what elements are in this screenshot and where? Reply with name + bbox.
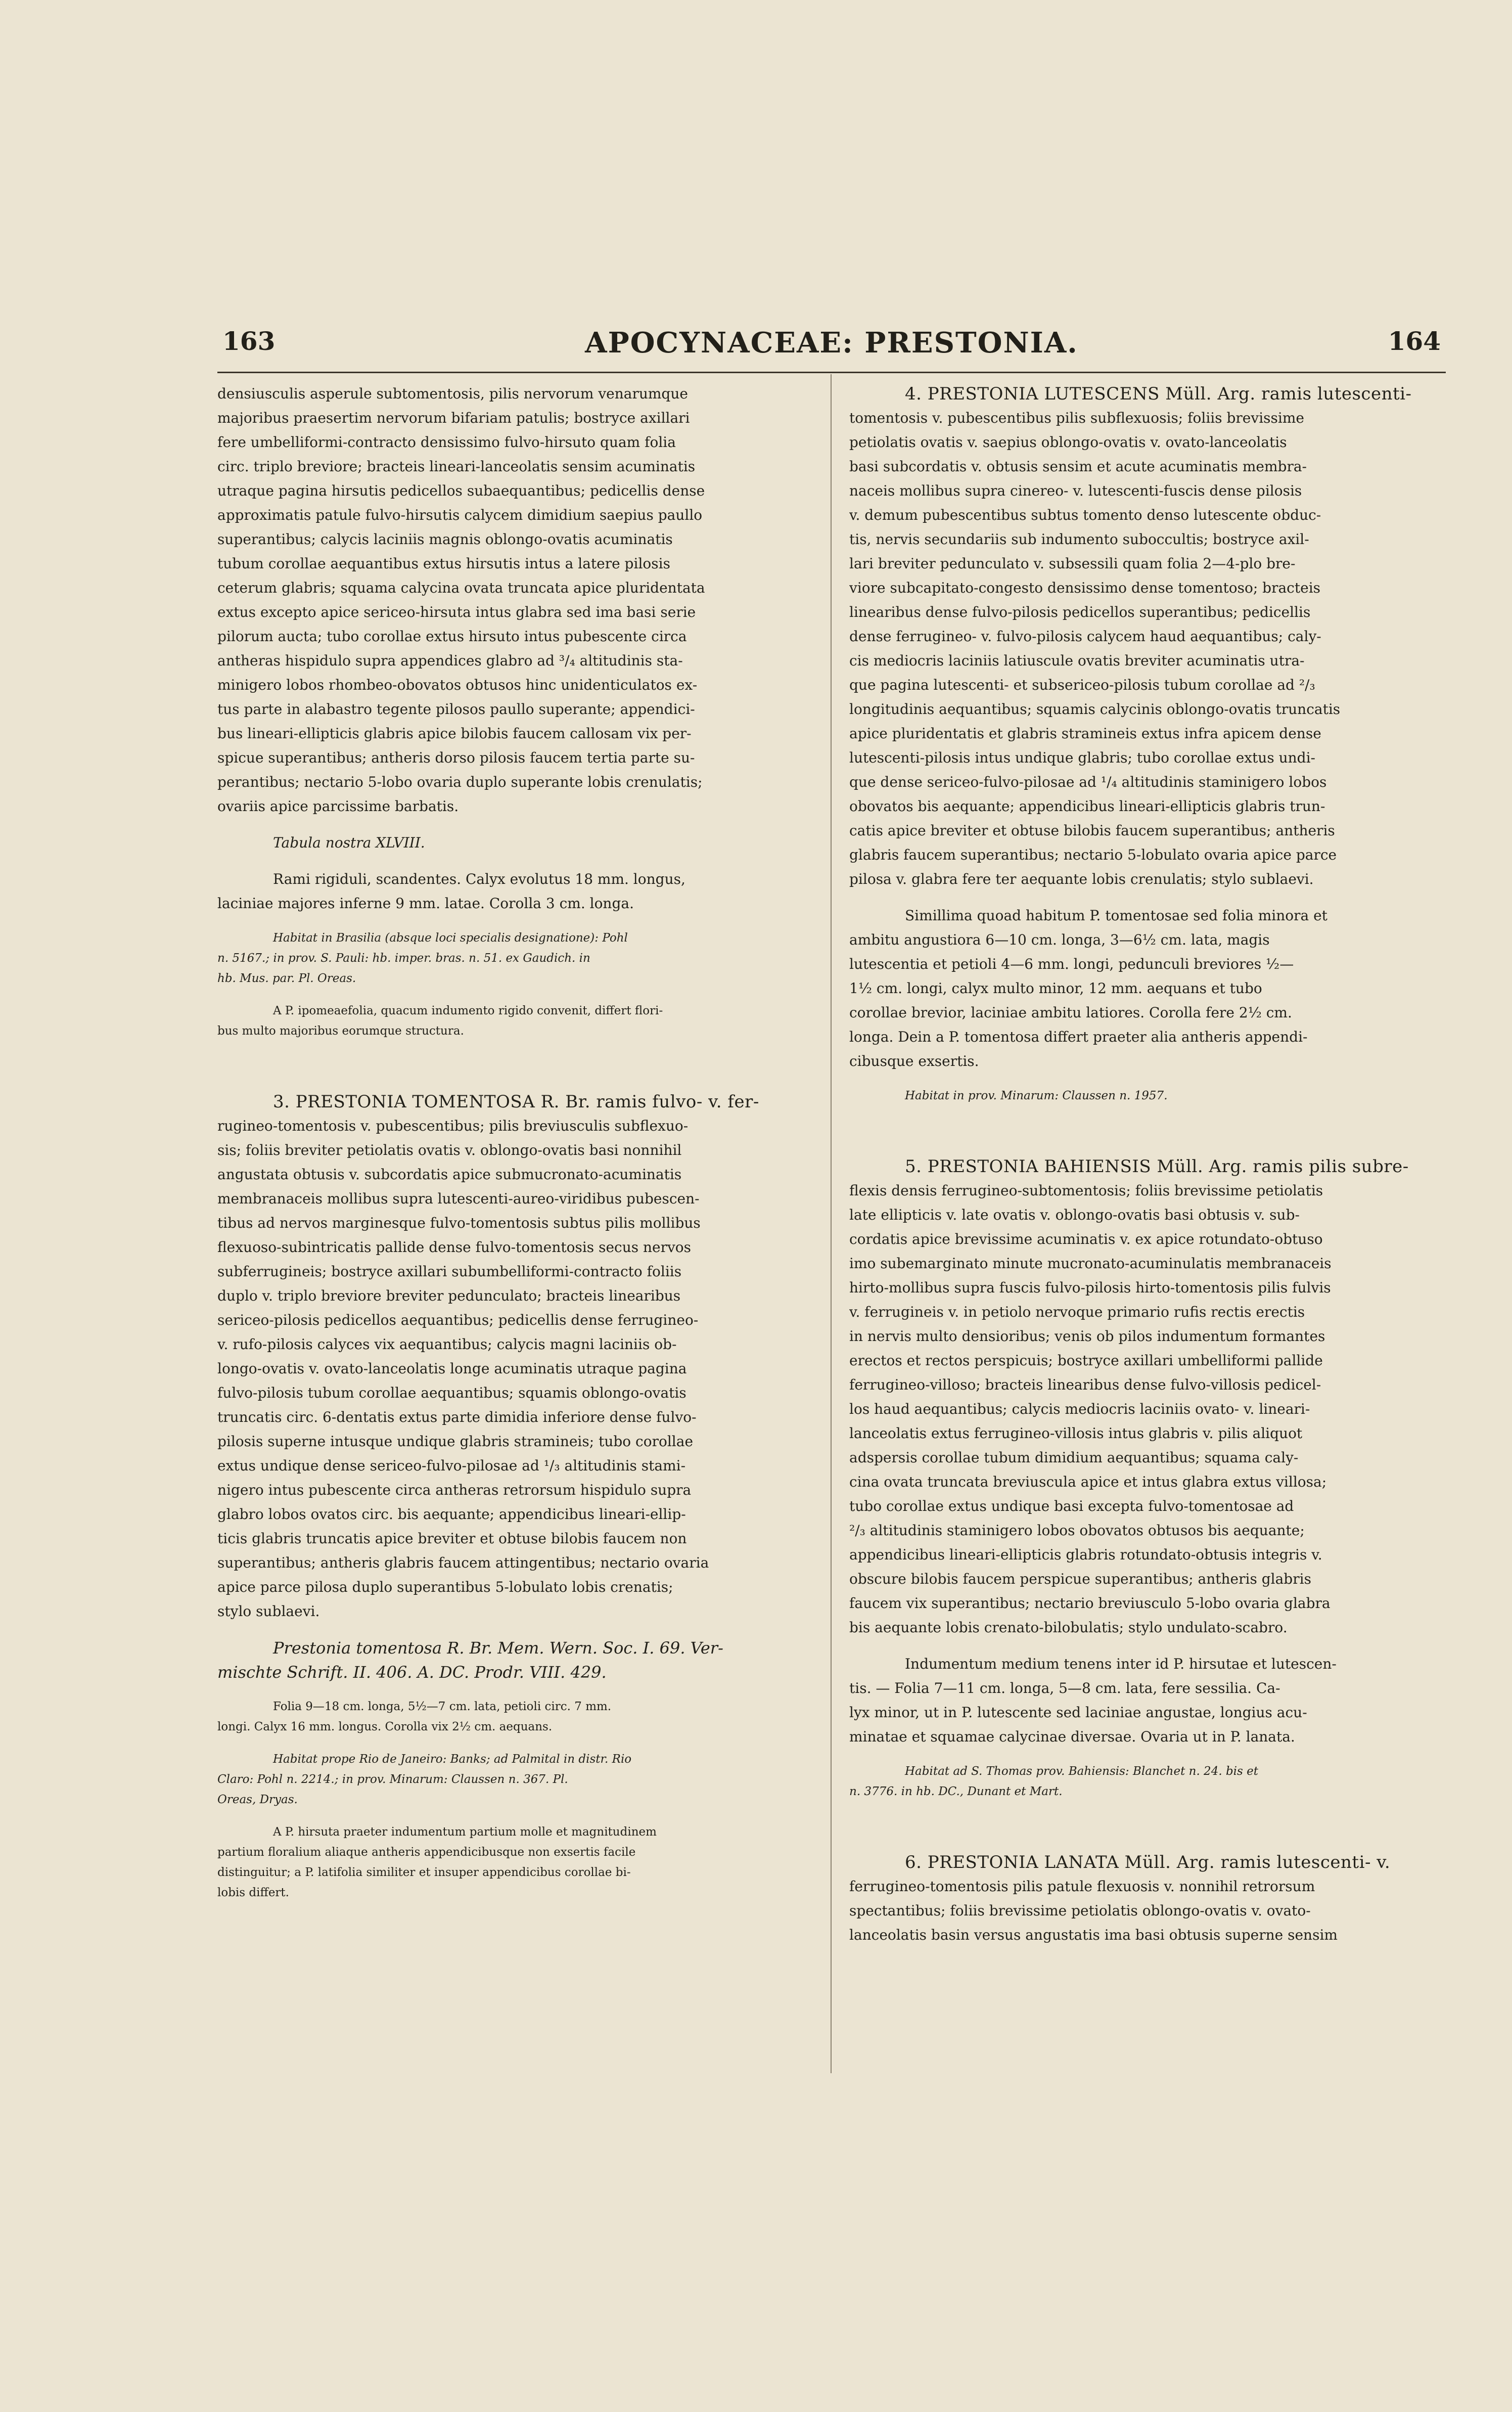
species-heading: 4. PRESTONIA LUTESCENS Müll. Arg. ramis lutescenti- [905,384,1412,404]
right-column [849,382,1446,2101]
measurements-paragraph: Folia 9—18 cm. longa, 5½—7 cm. lata, petioli circ. 7 mm. longi. Calyx 16 mm. longus. Corolla vix 2½ cm. aequans. [217,1700,612,1733]
running-title: APOCYNACEAE: PRESTONIA. [585,326,1078,360]
comparison-paragraph: Indumentum medium tenens inter id P. hirsutae et lutescen- tis. — Folia 7—11 cm. longa, 5—8 cm. lata, fere sessilia. Ca- lyx minor, ut in P. lutescente sed laciniae angustae, longius acu- minatae et squamae calycinae diversae. Ovaria ut in P. lanata. [849,1656,1337,1745]
habitat-paragraph: Habitat in Brasilia (absque loci specialis designatione): Pohl n. 5167.; in prov. S. Pauli: hb. imper. bras. n. 51. ex Gaudich. in hb. Mus. par. Pl. Oreas. [217,931,628,985]
species-description: flexis densis ferrugineo-subtomentosis; foliis brevissime petiolatis late ellipticis v. late ovatis v. oblongo-ovatis basi obtusis v. sub- cordatis apice brevissime acuminatis v. ex apice rotundato-obtuso imo subemarginato minute mucronato-acuminulatis membranaceis hirto-mollibus supra fuscis fulvo-pilosis hirto-tomentosis pilis fulvis v. ferrugineis v. in petiolo nervoque primario rufis rectis erectis in nervis multo densioribus; venis ob pilos indumentum formantes erectos et rectos perspicuis; bostryce axillari umbelliformi pallide ferrugineo-villoso; bracteis linearibus dense fulvo-villosis pedicel- los haud aequantibus; calycis mediocris laciniis ovato- v. lineari- lanceolatis extus ferrugineo-villosis intus glabris v. pilis aliquot adspersis corollae tubum dimidium aequantibus; squama caly- cina ovata truncata breviuscula apice et intus glabra extus villosa; tubo corollae extus undique basi excepta fulvo-tomentosae ad ²/₃ altitudinis staminigero lobos obovatos obtusos bis aequante; appendicibus lineari-ellipticis glabris rotundato-obtusis integris v. obscure bilobis faucem perspicue superantibus; antheris glabris faucem vix superantibus; nectario breviusculo 5-lobo ovaria glabra bis aequante lobis crenato-bilobulatis; stylo undulato-scabro. [849,1182,1332,1636]
running-header [217,326,1446,367]
habitat-paragraph: Habitat in prov. Minarum: Claussen n. 1957. [905,1089,1168,1102]
species-description: rugineo-tomentosis v. pubescentibus; pilis breviusculis subflexuo- sis; foliis breviter petiolatis ovatis v. oblongo-ovatis basi nonnihil angustata obtusis v. subcordatis apice submucronato-acuminatis membranaceis mollibus supra lutescenti-aureo-viridibus pubescen- tibus ad nervos marginesque fulvo-tomentosis subtus pilis mollibus flexuoso-subintricatis pallide dense fulvo-tomentosis secus nervos subferrugineis; bostryce axillari subumbelliformi-contracto foliis duplo v. triplo breviore breviter pedunculato; bracteis linearibus sericeo-pilosis pedicellos aequantibus; pedicellis dense ferrugineo- v. rufo-pilosis calyces vix aequantibus; calycis magni laciniis ob- longo-ovatis v. ovato-lanceolatis longe acuminatis utraque pagina fulvo-pilosis tubum corollae aequantibus; squamis oblongo-ovatis truncatis circ. 6-dentatis extus parte dimidia inferiore dense fulvo- pilosis superne intusque undique glabris stramineis; tubo corollae extus undique dense sericeo-fulvo-pilosae ad ¹/₃ altitudinis stami- nigero intus pubescente circa antheras retrorsum hispidulo supra glabro lobos ovatos circ. bis aequante; appendicibus lineari-ellip- ticis glabris truncatis apice breviter et obtuse bilobis faucem non superantibus; antheris glabris faucem attingentibus; nectario ovaria apice parce pilosa duplo superantibus 5-lobulato lobis crenatis; stylo sublaevi. [217,1118,709,1620]
species-heading: 6. PRESTONIA LANATA Müll. Arg. ramis lutescenti- v. [905,1852,1391,1872]
plate-reference: Tabula nostra XLVIII. [273,834,425,851]
continuation-paragraph: densiusculis asperule subtomentosis, pilis nervorum venarumque majoribus praesertim nervorum bifariam patulis; bostryce axillari fere umbelliformi-contracto densissimo fulvo-hirsuto quam folia circ. triplo breviore; bracteis lineari-lanceolatis sensim acuminatis utraque pagina hirsutis pedicellos subaequantibus; pedicellis dense approximatis patule fulvo-hirsutis calycem dimidium saepius paullo superantibus; calycis laciniis magnis oblongo-ovatis acuminatis tubum corollae aequantibus extus hirsutis intus a latere pilosis ceterum glabris; squama calycina ovata truncata apice pluridentata extus excepto apice sericeo-hirsuta intus glabra sed ima basi serie pilorum aucta; tubo corollae extus hirsuto intus pubescente circa antheras hispidulo supra appendices glabro ad ³/₄ altitudinis sta- minigero lobos rhombeo-obovatos obtusos hinc unidenticulatos ex- tus parte in alabastro tegente pilosos paullo superante; appendici- bus lineari-ellipticis glabris apice bilobis faucem callosam vix per- spicue superantibus; antheris dorso pilosis faucem tertia parte su- perantibus; nectario 5-lobo ovaria duplo superante lobis crenulatis; ovariis apice parcissime barbatis. [217,385,705,815]
species-description: ferrugineo-tomentosis pilis patule flexuosis v. nonnihil retrorsum spectantibus; foliis brevissime petiolatis oblongo-ovatis v. ovato- lanceolatis basin versus angustatis ima basi obtusis superne sensim [849,1878,1338,1943]
column-divider [831,374,832,2073]
note-paragraph: A P. ipomeaefolia, quacum indumento rigido convenit, differt flori- bus multo majoribus eorumque structura. [217,1004,663,1038]
species-description: tomentosis v. pubescentibus pilis subflexuosis; foliis brevissime petiolatis ovatis v. saepius oblongo-ovatis v. ovato-lanceolatis basi subcordatis v. obtusis sensim et acute acuminatis membra- naceis mollibus supra cinereo- v. lutescenti-fuscis dense pilosis v. demum pubescentibus subtus tomento denso lutescente obduc- tis, nervis secundariis sub indumento suboccultis; bostryce axil- lari breviter pedunculato v. subsessili quam folia 2—4-plo bre- viore subcapitato-congesto densissimo dense tomentoso; bracteis linearibus dense fulvo-pilosis pedicellos superantibus; pedicellis dense ferrugineo- v. fulvo-pilosis calycem haud aequantibus; caly- cis mediocris laciniis latiuscule ovatis breviter acuminatis utra- que pagina lutescenti- et subsericeo-pilosis tubum corollae ad ²/₃ longitudinis aequantibus; squamis calycinis oblongo-ovatis truncatis apice pluridentatis et glabris stramineis extus infra apicem dense lutescenti-pilosis intus undique glabris; tubo corollae extus undi- que dense sericeo-fulvo-pilosae ad ¹/₄ altitudinis staminigero lobos obovatos bis aequante; appendicibus lineari-ellipticis glabris trun- catis apice breviter et obtuse bilobis faucem superantibus; antheris glabris faucem superantibus; nectario 5-lobulato ovaria apice parce pilosa v. glabra fere ter aequante lobis crenulatis; stylo sublaevi. [849,410,1341,887]
comparison-paragraph: Simillima quoad habitum P. tomentosae sed folia minora et ambitu angustiora 6—10 cm. longa, 3—6½ cm. lata, magis lutescentia et petioli 4—6 mm. longi, pedunculi breviores ½— 1½ cm. longi, calyx multo minor, 12 mm. aequans et tubo corollae brevior, laciniae ambitu latiores. Corolla fere 2½ cm. longa. Dein a P. tomentosa differt praeter alia antheris appendi- cibusque exsertis. [849,907,1327,1069]
left-column [217,382,814,2101]
note-paragraph: A P. hirsuta praeter indumentum partium molle et magnitudinem partium floralium aliaque antheris appendicibusque non exsertis facile distinguitur; a P. latifolia similiter et insuper appendicibus corollae bi- lobis differt. [217,1825,657,1899]
literature-reference: Prestonia tomentosa R. Br. Mem. Wern. Soc. I. 69. Ver- mischte Schrift. II. 406. A. DC. Prodr. VIII. 429. [217,1638,723,1682]
species-heading: 3. PRESTONIA TOMENTOSA R. Br. ramis fulvo- v. fer- [273,1092,759,1112]
habitat-paragraph: Habitat prope Rio de Janeiro: Banks; ad Palmital in distr. Rio Claro: Pohl n. 2214.; in prov. Minarum: Claussen n. 367. Pl. Oreas, Dryas. [217,1753,632,1806]
measurements-paragraph: Rami rigiduli, scandentes. Calyx evolutus 18 mm. longus, laciniae majores inferne 9 mm. latae. Corolla 3 cm. longa. [217,871,685,912]
header-rule [217,372,1446,373]
page-number-left: 163 [222,326,276,356]
habitat-paragraph: Habitat ad S. Thomas prov. Bahiensis: Blanchet n. 24. bis et n. 3776. in hb. DC., Dunant et Mart. [849,1765,1258,1798]
species-heading: 5. PRESTONIA BAHIENSIS Müll. Arg. ramis pilis subre- [905,1156,1409,1177]
page-number-right: 164 [1388,326,1441,356]
